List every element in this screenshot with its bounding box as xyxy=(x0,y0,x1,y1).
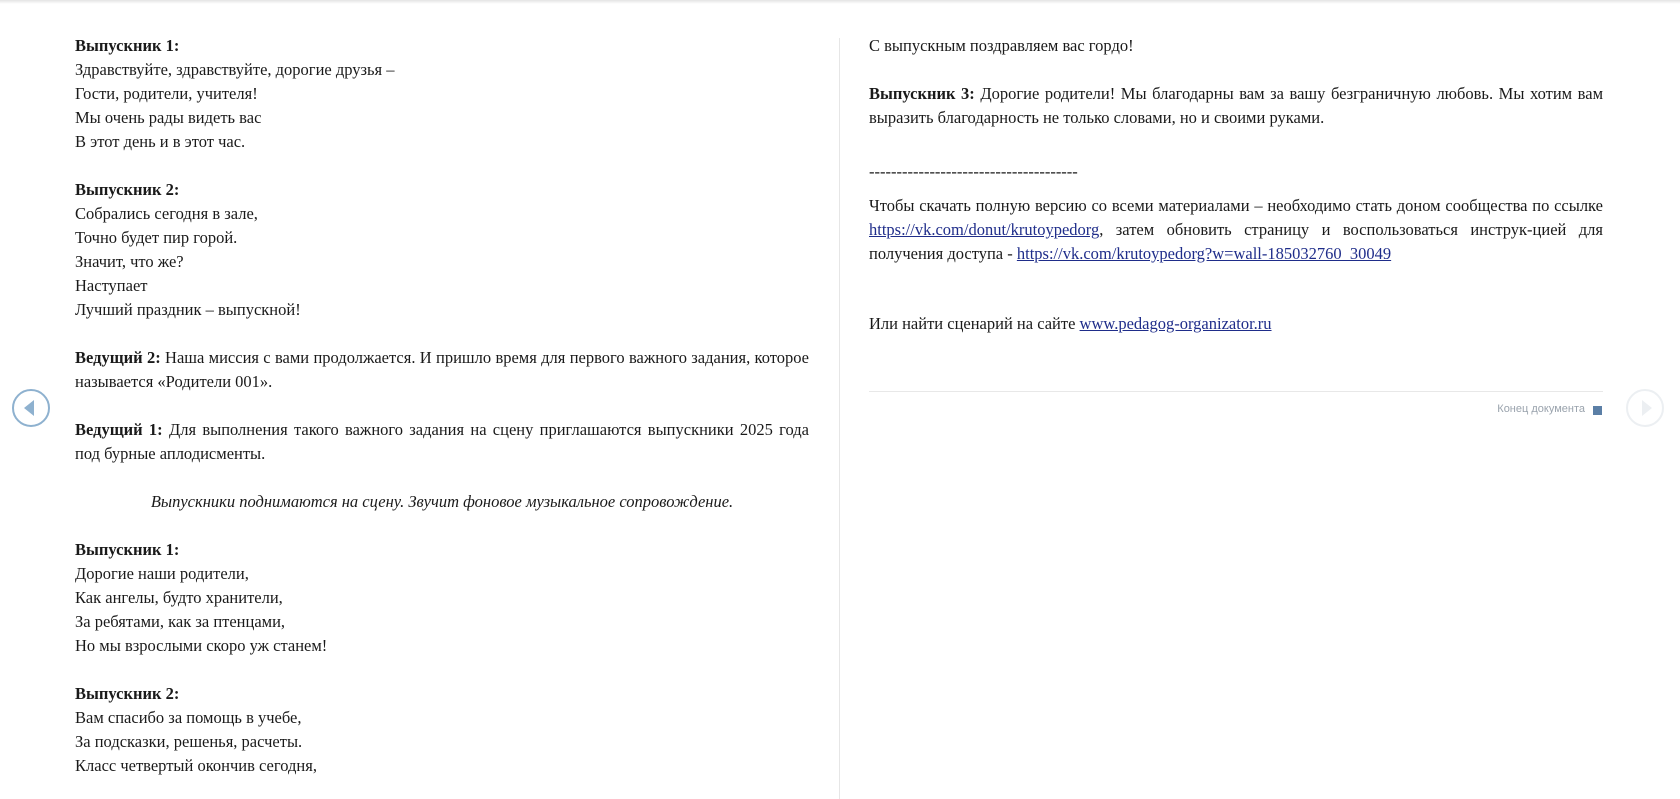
paragraph-text: Дорогие родители! Мы благодарны вам за вашу безграничную любовь. Мы хотим вам выразить благодарность не только словами, но и своими руками. xyxy=(869,84,1604,127)
chevron-right-icon xyxy=(1628,391,1662,425)
download-paragraph xyxy=(869,194,1603,266)
verse-line: Точно будет пир горой. xyxy=(75,228,238,247)
speaker-name: Выпускник 1: xyxy=(75,540,180,559)
paragraph-gap xyxy=(75,322,809,346)
site-text: Или найти сценарий на сайте xyxy=(869,314,1080,333)
site-link[interactable]: www.pedagog-organizator.ru xyxy=(1079,314,1272,333)
host-paragraph xyxy=(75,418,809,466)
download-text: , затем обновить страницу и воспользоваться инструк-цией для получения доступа - xyxy=(869,220,1603,263)
verse-line: С выпускным поздравляем вас гордо! xyxy=(869,36,1134,55)
verse-line: Собрались сегодня в зале, xyxy=(75,204,258,223)
donut-link[interactable]: https://vk.com/donut/krutoypedorg xyxy=(869,220,1100,239)
speaker-block xyxy=(75,178,809,322)
verse-line: Гости, родители, учителя! xyxy=(75,84,258,103)
download-text: Чтобы скачать полную версию со всеми материалами – необходимо стать доном сообщества по ссылке xyxy=(869,196,1603,215)
wall-post-link[interactable]: https://vk.com/krutoypedorg?w=wall-185032760_30049 xyxy=(1016,244,1392,263)
verse-line: За ребятами, как за птенцами, xyxy=(75,612,286,631)
verse-line: Мы очень рады видеть вас xyxy=(75,108,262,127)
stage-direction: Выпускники поднимаются на сцену. Звучит фоновое музыкальное сопровождение. xyxy=(150,492,734,511)
verse-line: Наступает xyxy=(75,276,148,295)
prev-page-button[interactable] xyxy=(12,389,50,427)
speaker-name: Ведущий 1: xyxy=(75,420,163,439)
host-paragraph xyxy=(75,346,809,394)
paragraph-gap xyxy=(75,154,809,178)
verse-line: Но мы взрослыми скоро уж станем! xyxy=(75,636,328,655)
paragraph-gap xyxy=(75,658,809,682)
end-marker-icon xyxy=(1593,406,1602,415)
verse-line: За подсказки, решенья, расчеты. xyxy=(75,732,303,751)
left-page xyxy=(75,34,809,778)
verse-line: Лучший праздник – выпускной! xyxy=(75,300,301,319)
verse-line: В этот день и в этот час. xyxy=(75,132,246,151)
speaker-block xyxy=(75,538,809,658)
speaker-name: Выпускник 2: xyxy=(75,180,180,199)
verse-line: Значит, что же? xyxy=(75,252,184,271)
verse-line: Дорогие наши родители, xyxy=(75,564,249,583)
viewer-top-shadow xyxy=(0,0,1680,4)
paragraph-text: Наша миссия с вами продолжается. И пришло время для первого важного задания, которое называется «Родители 001». xyxy=(75,348,810,391)
paragraph-gap xyxy=(75,514,809,538)
speaker-block xyxy=(75,682,809,778)
verse-line: Как ангелы, будто хранители, xyxy=(75,588,283,607)
speaker-name: Выпускник 2: xyxy=(75,684,180,703)
paragraph-gap xyxy=(75,466,809,490)
paragraph-gap xyxy=(869,266,1603,312)
separator-line: -------------------------------------- xyxy=(869,162,1078,181)
speaker-name: Ведущий 2: xyxy=(75,348,161,367)
right-page xyxy=(869,34,1603,336)
speaker-block xyxy=(75,34,809,154)
paragraph-text: Для выполнения такого важного задания на сцену приглашаются выпускники 2025 года под бурные аплодисменты. xyxy=(75,420,809,463)
speaker-name: Выпускник 1: xyxy=(75,36,180,55)
end-of-document-rule xyxy=(869,391,1603,392)
chevron-left-icon xyxy=(14,391,48,425)
site-paragraph xyxy=(869,312,1603,336)
verse-line: Здравствуйте, здравствуйте, дорогие друзья – xyxy=(75,60,395,79)
paragraph-gap xyxy=(869,130,1603,154)
verse-line: Класс четвертый окончив сегодня, xyxy=(75,756,317,775)
next-page-button[interactable] xyxy=(1626,389,1664,427)
verse-line: Вам спасибо за помощь в учебе, xyxy=(75,708,302,727)
page-divider xyxy=(839,38,840,799)
speaker-name: Выпускник 3: xyxy=(869,84,975,103)
paragraph-gap xyxy=(869,58,1603,82)
paragraph-gap xyxy=(75,394,809,418)
speaker-paragraph xyxy=(869,82,1603,130)
end-of-document-label: Конец документа xyxy=(1497,403,1585,415)
